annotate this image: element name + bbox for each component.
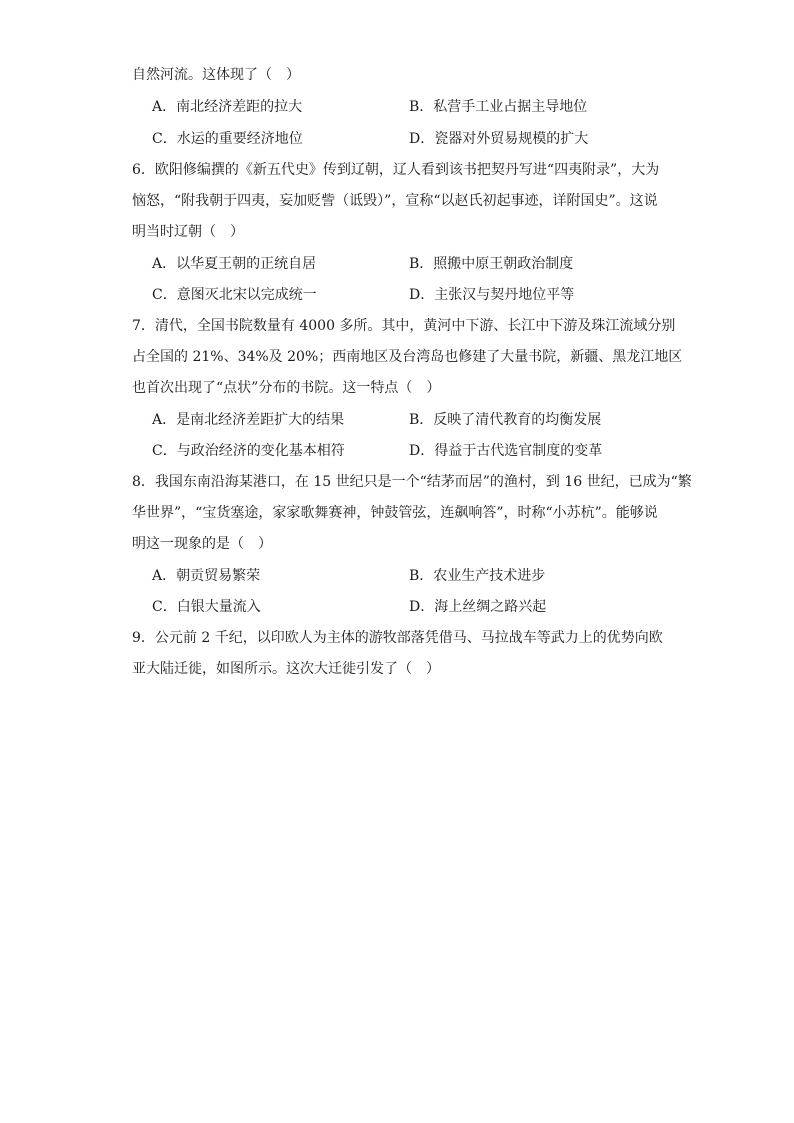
q6-stem-line-2: 恼怒，“附我朝于四夷，妄加贬訾（诋毁）”，宣称“以赵氏初起事迹，详附国史”。这说 [132,193,658,209]
q9-stem-line-1: 9．公元前 2 千纪，以印欧人为主体的游牧部落凭借马、马拉战车等武力上的优势向欧 [132,630,663,646]
q7-option-c: C．与政治经济的变化基本相符 [152,443,345,459]
q5-option-c: C．水运的重要经济地位 [152,131,303,147]
q8-option-b: B．农业生产技术进步 [409,568,546,584]
q8-option-c: C．白银大量流入 [152,599,261,615]
q7-stem-line-1: 7．清代，全国书院数量有 4000 多所。其中，黄河中下游、长江中下游及珠江流域分别 [132,318,676,334]
q6-option-b: B．照搬中原王朝政治制度 [409,256,574,272]
q7-option-d: D．得益于古代选官制度的变革 [409,443,603,459]
q7-option-a: A．是南北经济差距扩大的结果 [152,412,345,428]
q5-option-d: D．瓷器对外贸易规模的扩大 [409,131,589,147]
q6-stem-line-1: 6．欧阳修编撰的《新五代史》传到辽朝，辽人看到该书把契丹写进“四夷附录”，大为 [132,162,660,178]
q8-stem-line-1: 8．我国东南沿海某港口，在 15 世纪只是一个“结茅而居”的渔村，到 16 世纪，已成为“繁 [132,474,692,490]
q7-stem-line-2: 占全国的 21%、34%及 20%；西南地区及台湾岛也修建了大量书院，新疆、黑龙江地区 [132,349,683,365]
q8-option-a: A．朝贡贸易繁荣 [152,568,261,584]
q5-option-a: A．南北经济差距的拉大 [152,99,303,115]
q8-stem-line-2: 华世界”，“宝货塞途，家家歌舞赛神，钟鼓管弦，连飙响答”，时称“小苏杭”。能够说 [132,505,658,521]
q9-stem-line-2: 亚大陆迁徙，如图所示。这次大迁徙引发了（ ） [132,661,440,677]
q8-option-d: D．海上丝绸之路兴起 [409,599,547,615]
q6-option-d: D．主张汉与契丹地位平等 [409,287,575,303]
q6-stem-line-3: 明当时辽朝（ ） [132,224,244,240]
q5-option-b: B．私营手工业占据主导地位 [409,99,588,115]
q6-option-c: C．意图灭北宋以完成统一 [152,287,317,303]
q7-stem-line-3: 也首次出现了“点状”分布的书院。这一特点（ ） [132,380,441,396]
q6-option-a: A．以华夏王朝的正统自居 [152,256,317,272]
q8-stem-line-3: 明这一现象的是（ ） [132,536,272,552]
q7-option-b: B．反映了清代教育的均衡发展 [409,412,602,428]
q5-stem-line-1: 自然河流。这体现了（ ） [132,67,300,83]
